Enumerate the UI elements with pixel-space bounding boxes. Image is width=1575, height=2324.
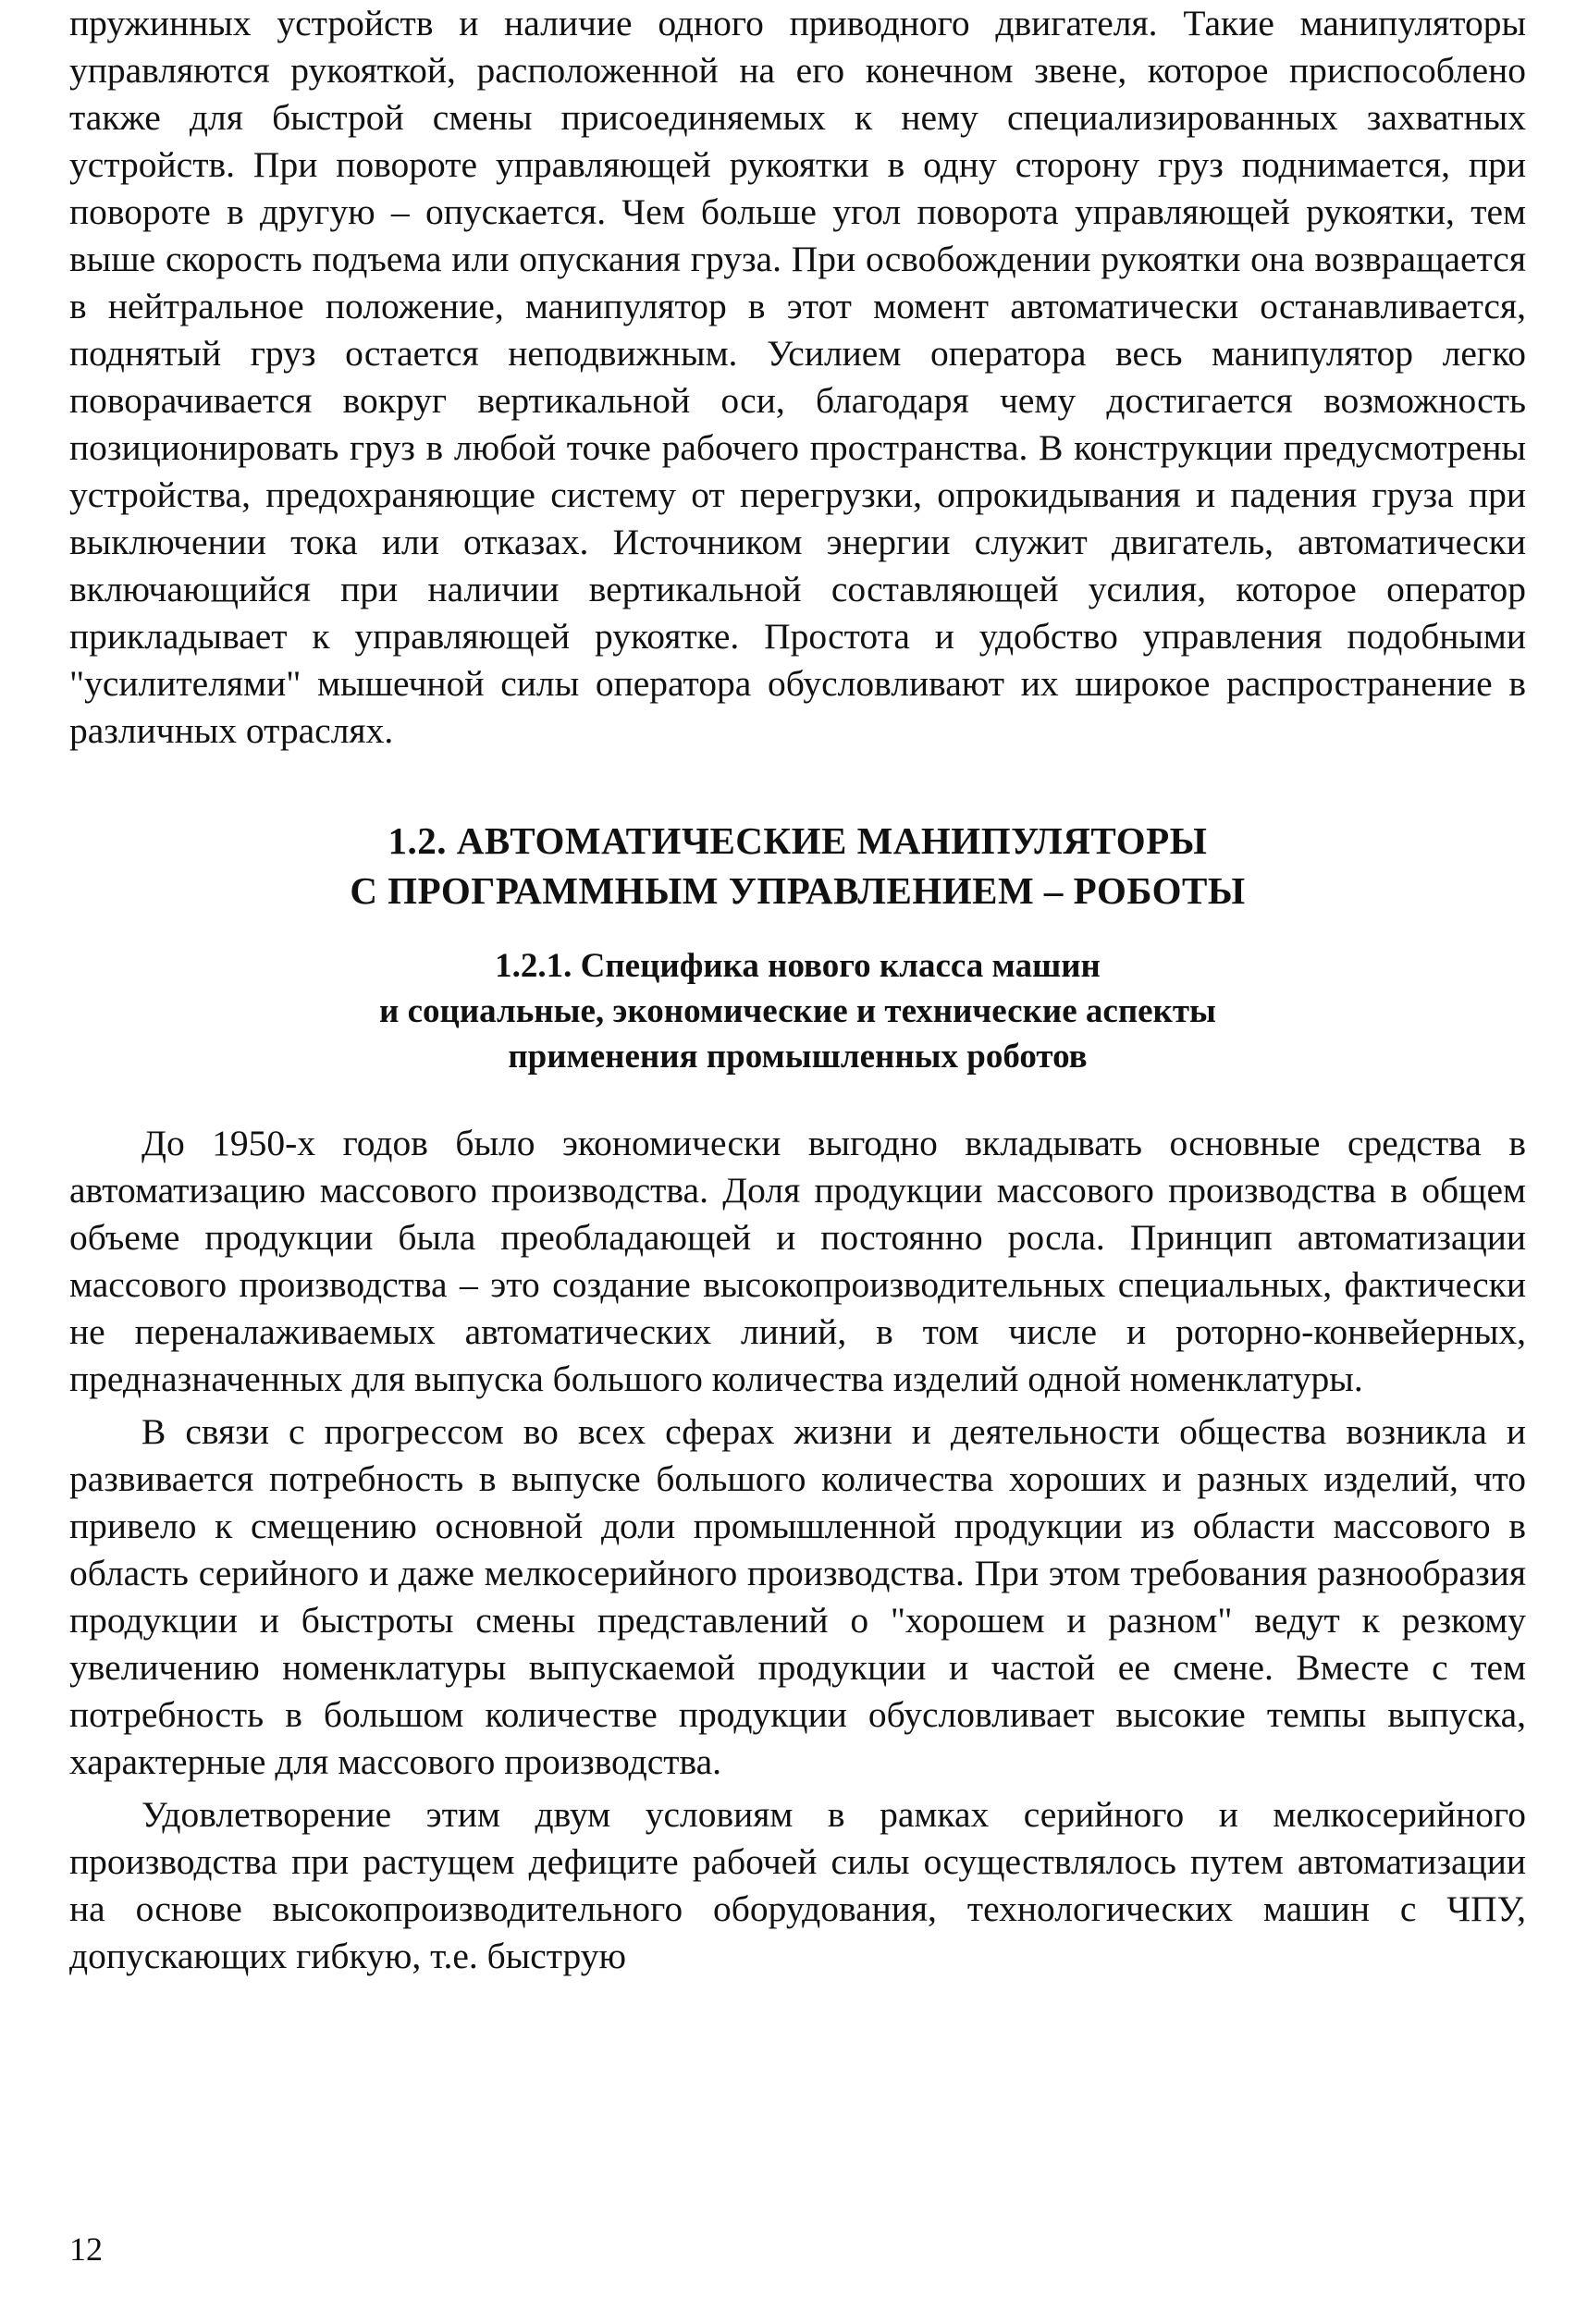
subsection-title bbox=[69, 943, 1526, 1079]
subsection-title-line-3: применения промышленных роботов bbox=[508, 1038, 1088, 1076]
page-number: 12 bbox=[69, 2231, 103, 2268]
document-page bbox=[69, 0, 1526, 1980]
section-title-line-2: С ПРОГРАММНЫМ УПРАВЛЕНИЕМ – РОБОТЫ bbox=[350, 869, 1246, 912]
body-paragraph-1: До 1950-х годов было экономически выгодно вкладывать основные средства в автоматизацию массового производства. Доля продукции массового производства в общем объеме продукции была преобладающей и постоянно росла. Принцип автоматизации массового производства – это создание высокопроизводительных специальных, фактически не переналаживаемых автоматических линий, в том числе и роторно-конвейерных, предназначенных для выпуска большого количества изделий одной номенклатуры. bbox=[69, 1123, 1526, 1399]
body-paragraph-2: В связи с прогрессом во всех сферах жизни и деятельности общества возникла и развивается потребность в выпуске большого количества хороших и разных изделий, что привело к смещению основной доли промышленной продукции из области массового в область серийного и даже мелкосерийного производства. При этом требования разнообразия продукции и быстроты смены представлений о "хорошем и разном" ведут к резкому увеличению номенклатуры выпускаемой продукции и частой ее смене. Вместе с тем потребность в большом количестве продукции обусловливает высокие темпы выпуска, характерные для массового производства. bbox=[69, 1411, 1526, 1782]
opening-paragraph: пружинных устройств и наличие одного приводного двигателя. Такие манипуляторы управляются рукояткой, расположенной на его конечном звене, которое приспособлено также для быстрой смены присоединяемых к нему специализированных захватных устройств. При повороте управляющей рукоятки в одну сторону груз поднимается, при повороте в другую – опускается. Чем больше угол поворота управляющей рукоятки, тем выше скорость подъема или опускания груза. При освобождении рукоятки она возвращается в нейтральное положение, манипулятор в этот момент автоматически останавливается, поднятый груз остается неподвижным. Усилием оператора весь манипулятор легко поворачивается вокруг вертикальной оси, благодаря чему достигается возможность позиционировать груз в любой точке рабочего пространства. В конструкции предусмотрены устройства, предохраняющие систему от перегрузки, опрокидывания и падения груза при выключении тока или отказах. Источником энергии служит двигатель, автоматически включающийся при наличии вертикальной составляющей усилия, которое оператор прикладывает к управляющей рукоятке. Простота и удобство управления подобными "усилителями" мышечной силы оператора обусловливают их широкое распространение в различных отраслях. bbox=[69, 3, 1526, 751]
subsection-title-line-2: и социальные, экономические и технические аспекты bbox=[379, 992, 1216, 1030]
body-paragraph-3: Удовлетворение этим двум условиям в рамках серийного и мелкосерийного производства при растущем дефиците рабочей силы осуществлялось путем автоматизации на основе высокопроизводительного оборудования, технологических машин с ЧПУ, допускающих гибкую, т.е. быструю bbox=[69, 1794, 1526, 1976]
subsection-title-line-1: 1.2.1. Специфика нового класса машин bbox=[495, 947, 1101, 985]
section-title-line-1: 1.2. АВТОМАТИЧЕСКИЕ МАНИПУЛЯТОРЫ bbox=[388, 819, 1208, 862]
section-title bbox=[69, 816, 1526, 916]
